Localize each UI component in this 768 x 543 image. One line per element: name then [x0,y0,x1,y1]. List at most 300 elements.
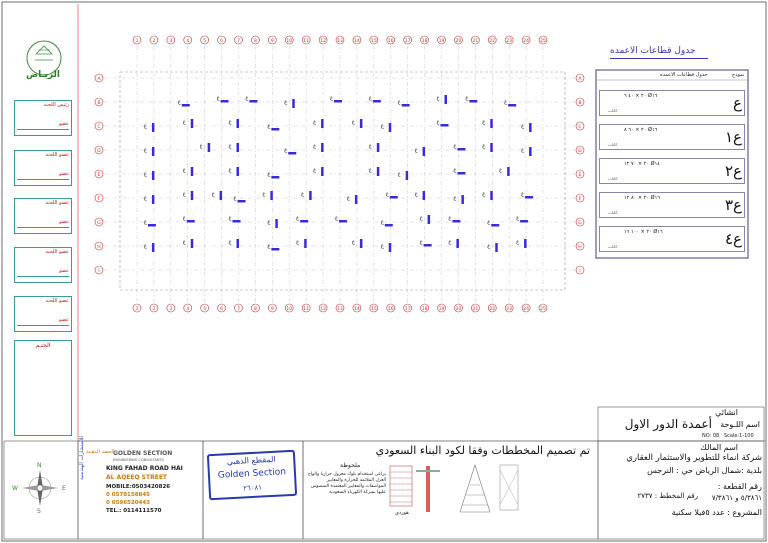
plan-column [516,215,528,223]
grid-bubble-col [150,304,158,312]
plan-column [381,219,393,227]
plan-column-tag: ع [368,95,372,101]
plan-column [212,191,222,200]
section-mark: ع٢ [724,162,742,180]
signature-line [17,227,69,228]
plan-column [369,95,381,103]
grid-bubble-col [404,36,412,44]
grid-label-col: 20 [455,307,462,312]
hourdi-label: هوردي [395,510,409,516]
grid-bubble-row [576,74,584,82]
grid-bubble-col [488,36,496,44]
grid-bubble-col [302,36,310,44]
plan-column [313,119,323,128]
committee-member: عضو [59,121,69,127]
office-tel: TEL.: 0114111570 [106,508,162,514]
office-name: GOLDEN SECTION [113,450,173,457]
plan-column-tag: ع [284,99,288,105]
plan-column-tag: ع [182,167,186,173]
grid-label-col: 2 [152,39,156,44]
grid-label-col: 21 [472,39,479,44]
plan-column-tag: ع [143,147,147,153]
plan-column [347,195,357,204]
committee-box [14,198,72,234]
plan-column-tag: ع [296,239,300,245]
plan-column-tag: ع [397,99,401,105]
plan-column-tag: ع [482,143,486,149]
plan-column-tag: ع [262,191,266,197]
grid-bubble-col [251,36,259,44]
section-dimensions: ٢٠ × ٨٠ ١٢ Ø١٦ [624,195,660,201]
grid-label-col: 13 [337,39,343,44]
grid-bubble-row [95,170,103,178]
grid-label-col: 17 [404,307,411,312]
plan-column [482,191,492,200]
grid-label-col: 1 [135,307,139,312]
grid-label-row: H [578,245,582,250]
grid-label-row: D [97,149,101,154]
section-table-header: جدول قطاعات الاعمده [660,72,708,78]
committee-role: عضو اللجنة [45,152,69,158]
grid-label-col: 11 [303,307,310,312]
grid-bubble-col [454,304,462,312]
committee-box [14,247,72,283]
plan-column [229,143,239,152]
grid-label-row: H [97,245,101,250]
plan-column [284,147,296,155]
grid-label-col: 7 [237,39,240,44]
plan-column-tag: ع [177,99,181,105]
plan-column-tag: ع [521,191,525,197]
section-dimensions: ٢٠ × ٤٠ ٦ Ø١٦ [624,93,658,99]
section-mark: ع [733,94,742,112]
grid-label-col: 12 [320,39,326,44]
section-mark: ع١ [724,128,742,146]
section-dimensions: ٢٠ × ٧٠ ١٢ Ø١٤ [624,161,660,167]
municipality: بلدية :شمال الرياض حي : النرجس [647,466,762,475]
plan-column [521,147,531,156]
plan-column-tag: ع [216,95,220,101]
plan-column [437,119,449,127]
grid-bubble-col [353,36,361,44]
grid-bubble-row [576,170,584,178]
committee-role: عضو اللجنة [45,298,69,304]
plan-column-tag: ع [465,95,469,101]
plan-column-tag: ع [448,239,452,245]
plan-column-tag: ع [436,119,440,125]
plan-column-tag: ع [143,123,147,129]
grid-label-col: 25 [540,39,546,44]
plan-column [381,243,391,252]
plan-column [284,99,294,108]
grid-bubble-col [505,36,513,44]
section-row [599,90,745,116]
grid-label-col: 3 [169,307,173,312]
plan-column [352,119,362,128]
office-street: AL AQEEQ STREET [106,474,168,481]
plan-column [369,167,379,176]
office-phone2: 0 0596520443 [106,500,151,506]
grid-bubble-col [421,36,429,44]
grid-label-col: 22 [489,307,496,312]
grid-label-col: 4 [186,39,190,44]
grid-bubble-col [471,304,479,312]
plan-column [144,147,154,156]
grid-bubble-col [505,304,513,312]
plan-column-tag: ع [228,143,232,149]
signature-line [17,325,69,326]
plan-column-tag: ع [267,243,271,249]
section-row [599,226,745,252]
plan-column [183,215,195,223]
grid-bubble-row [576,194,584,202]
plan-column-tag: ع [385,191,389,197]
plan-column-tag: ع [245,95,249,101]
plan-column-tag: ع [228,215,232,221]
plan-column [453,143,465,151]
plan-column-tag: ع [228,167,232,173]
logo-text: الريـاض [26,70,61,80]
grid-bubble-col [454,36,462,44]
grid-bubble-col [353,304,361,312]
section-table-title: جدول قطاعات الاعمده [610,46,696,56]
plan-columns [144,95,533,252]
plan-column-tag: ع [521,147,525,153]
grid-bubble-col [133,304,141,312]
plan-column-tag: ع [313,143,317,149]
grid-label-col: 6 [220,39,224,44]
plan-column-tag: ع [143,243,147,249]
grid-bubble-col [438,304,446,312]
committee-box [14,150,72,186]
plan-column [301,191,311,200]
plan-column [516,239,526,248]
grid-bubble-col [471,36,479,44]
plan-column-tag: ع [143,195,147,201]
plan-column [521,123,531,132]
grid-bubble-col [438,36,446,44]
plan-column [183,191,193,200]
plan-column-tag: ع [368,143,372,149]
grid-bubble-col [387,304,395,312]
plan-column [229,239,239,248]
plan-column-tag: ع [487,219,491,225]
grid-label-col: 12 [320,307,326,312]
committee-member: عضو [59,219,69,225]
plan-column [313,143,323,152]
section-mark: ع٣ [724,196,742,214]
grid-label-col: 20 [455,39,462,44]
plan-column-tag: ع [267,123,271,129]
plan-column-tag: ع [346,195,350,201]
office-mobile: MOBILE:0503420826 [106,484,171,490]
plan-column [245,95,257,103]
grid-label-col: 10 [286,307,293,312]
grid-label-row: F [578,197,582,202]
plan-column-tag: ع [453,195,457,201]
stamp-number: ٢٦٠٨١ [243,483,263,493]
grid-label-col: 8 [253,39,257,44]
plot-label: رقم القطعة : [717,482,762,491]
grid-bubble-col [218,36,226,44]
plan-column-tag: ع [482,119,486,125]
plan-column [398,171,408,180]
signature-line [17,129,69,130]
plan-column [369,143,379,152]
grid-label-row: G [578,221,582,226]
grid-bubble-col [268,36,276,44]
grid-bubble-col [201,36,209,44]
office-sub: ENGINEERING CONSULTANTS [113,458,164,462]
grid-bubble-row [576,218,584,226]
plan-column-tag: ع [330,95,333,101]
plan-column-tag: ع [199,143,203,149]
grid-lines [104,46,575,302]
grid-label-row: B [578,101,582,106]
grid-bubble-col [370,36,378,44]
plan-column [183,119,193,128]
plan-column-tag: ع [414,147,418,153]
plan-column-tag: ع [313,119,317,125]
grid-bubble-row [576,146,584,154]
grid-label-col: 16 [387,307,394,312]
owner-label: اسم المالك [700,443,738,452]
plan-column-tag: ع [380,243,384,249]
grid-label-col: 25 [540,307,546,312]
plan-column-tag: ع [211,191,215,197]
plan-column-tag: ع [228,119,232,125]
grid-bubble-col [167,304,175,312]
plot-number: ٥/٣٨٦١ و ٧/٣٨٦١ [711,494,762,502]
plan-column [398,99,410,107]
grid-bubble-col [150,36,158,44]
grid-bubble-row [95,146,103,154]
grid-bubble-col [387,36,395,44]
plan-column [420,215,430,224]
plan-column [448,215,460,223]
plan-column [415,191,425,200]
wall-detail-icon [390,465,518,512]
compass-north: N [37,462,42,469]
plan-column-tag: ع [228,239,232,245]
plan-column-tag: ع [419,239,423,245]
plan-column [200,143,210,152]
grid-label-col: 19 [438,307,445,312]
grid-label-col: 9 [270,39,274,44]
grid-label-col: 14 [354,39,360,44]
grid-bubble-col [167,36,175,44]
grid-bubble-col [285,304,293,312]
grid-bubble-col [522,36,530,44]
section-note: كانات [608,176,618,181]
plan-column-tag: ع [380,123,384,129]
grid-bubble-row [576,98,584,106]
grid-label-col: 11 [303,39,310,44]
grid-label-row: F [97,197,101,202]
grid-label-col: 13 [337,307,343,312]
committee-member: عضو [59,317,69,323]
plan-column [437,95,447,104]
stamp-ar: المقطع الذهبي [226,454,276,467]
plan-column [144,171,154,180]
office-road: KING FAHAD ROAD HAI [106,465,183,472]
plan-column-tag: ع [182,191,186,197]
grid-label-col: 8 [253,307,257,312]
plan-column-tag: ع [284,147,288,153]
notes-body: يراعى استخدام بلوك معزول حراريا والواح العزل الملائمة للحرارة والمعايير المواصفات والمعايير المعتمدة المنصوص عليها بشركة الكهرباء السعودية [307,472,386,495]
plan-column [415,147,425,156]
grid-label-row: E [578,173,582,178]
plan-column-tag: ع [453,167,457,173]
committee-role: رئيس اللجنة [43,102,69,108]
plan-column [267,171,279,179]
plan-column-tag: ع [521,123,525,129]
grid-label-col: 23 [506,307,513,312]
grid-bubble-col [184,304,192,312]
grid-bubble-col [285,36,293,44]
grid-bubble-row [576,266,584,274]
title-underline [610,58,708,59]
plan-column-tag: ع [453,143,457,149]
grid-label-col: 24 [523,307,529,312]
plan-column-tag: ع [380,219,384,225]
discipline: انشائي [715,408,738,417]
plan-column-tag: ع [267,171,271,177]
grid-bubble-col [404,304,412,312]
plan-column-tag: ع [267,219,271,225]
section-note: كانات [608,108,618,113]
sheet-name-label: اسم اللـوحة [720,420,760,429]
plan-column-tag: ع [448,215,452,221]
plan-column-tag: ع [436,95,440,101]
plan-column [217,95,229,103]
grid-label-col: 18 [421,307,428,312]
grid-bubble-col [319,304,327,312]
grid-bubble-row [95,74,103,82]
section-mark: ع٤ [724,230,742,248]
plan-column [229,119,239,128]
grid-bubble-col [319,36,327,44]
plan-column-tag: ع [414,191,418,197]
compass-east: E [62,485,66,492]
section-note: كانات [608,142,618,147]
plan-column [267,243,279,251]
sheet-scale: Scale:1-100 [724,433,754,439]
grid-bubble-col [235,304,243,312]
plan-column [296,215,308,223]
plan-column-tag: ع [233,195,237,201]
plan-column [178,99,190,107]
grid-bubble-row [576,242,584,250]
grid-bubble-row [95,218,103,226]
grid-bubble-row [95,242,103,250]
plan-column-tag: ع [182,215,186,221]
grid-label-col: 16 [387,39,394,44]
grid-label-col: 5 [203,39,207,44]
grid-label-col: 1 [135,39,139,44]
plan-column [267,123,279,131]
grid-label-col: 18 [421,39,428,44]
grid-bubble-row [95,122,103,130]
project: المشروع : عدد ٥فيلا سكنية [671,508,762,517]
plan-column-tag: ع [487,243,491,249]
grid-label-col: 14 [354,307,360,312]
plan-column-tag: ع [368,167,372,173]
plan-column [313,167,323,176]
committee-box [14,100,72,136]
notes-title: ملحوظة [340,462,361,469]
plan-column [487,219,499,227]
plan-column-tag: ع [482,191,486,197]
grid-bubble-row [95,266,103,274]
signature-line [17,276,69,277]
plan-column [144,219,156,227]
grid-bubble-col [201,304,209,312]
plan-column-tag: ع [351,119,355,125]
grid-label-col: 5 [203,307,207,312]
grid-label-col: 3 [169,39,173,44]
plan-column [296,239,306,248]
plan-column-tag: ع [143,171,147,177]
grid-label-row: G [97,221,101,226]
grid-label-col: 23 [506,39,513,44]
grid-bubble-col [133,36,141,44]
plan-column [330,95,342,103]
grid-label-row: D [578,149,582,154]
plan-column [144,123,154,132]
plan-column [381,123,391,132]
plan-column [267,219,277,228]
grid-label-row: I [579,269,581,274]
grid-label-col: 9 [270,307,274,312]
section-dimensions: ٢٠ × ٦٠ ٨ Ø١٦ [624,127,658,133]
compass-icon [22,470,58,506]
grid-label-row: A [97,77,101,82]
engineering-stamp [207,450,297,501]
plan-column-tag: ع [397,171,401,177]
grid-bubble-col [522,304,530,312]
section-note: كانات [608,244,618,249]
plan-column [352,239,362,248]
plan-column [420,239,432,247]
plan-column [448,239,458,248]
plan-column [386,191,398,199]
grid-bubble-col [539,36,547,44]
plan-column [482,119,492,128]
plan-column [487,243,497,252]
sheet-name: أعمدة الدور الاول [624,417,712,431]
grid-bubble-col [421,304,429,312]
owner-name: شركة انماء للتطوير والاستثمار العقاري [626,453,762,463]
design-statement: تم تصميم المخططات وفقا لكود البناء السعودي [375,444,590,457]
plan-column [262,191,272,200]
plan-column [183,167,193,176]
grid-bubble-col [251,304,259,312]
plan-column [465,95,477,103]
grid-bubble-row [95,98,103,106]
section-table-header-type: نموذج [732,72,745,78]
signature-line [17,179,69,180]
committee-member: عضو [59,171,69,177]
grid-label-col: 10 [286,39,293,44]
committee-box [14,296,72,332]
plan-column-tag: ع [335,215,338,221]
section-row [599,124,745,150]
committee-role: عضو اللجنة [45,200,69,206]
plan-column-tag: ع [301,191,305,197]
plan-column [229,215,241,223]
grid-label-row: C [578,125,582,130]
